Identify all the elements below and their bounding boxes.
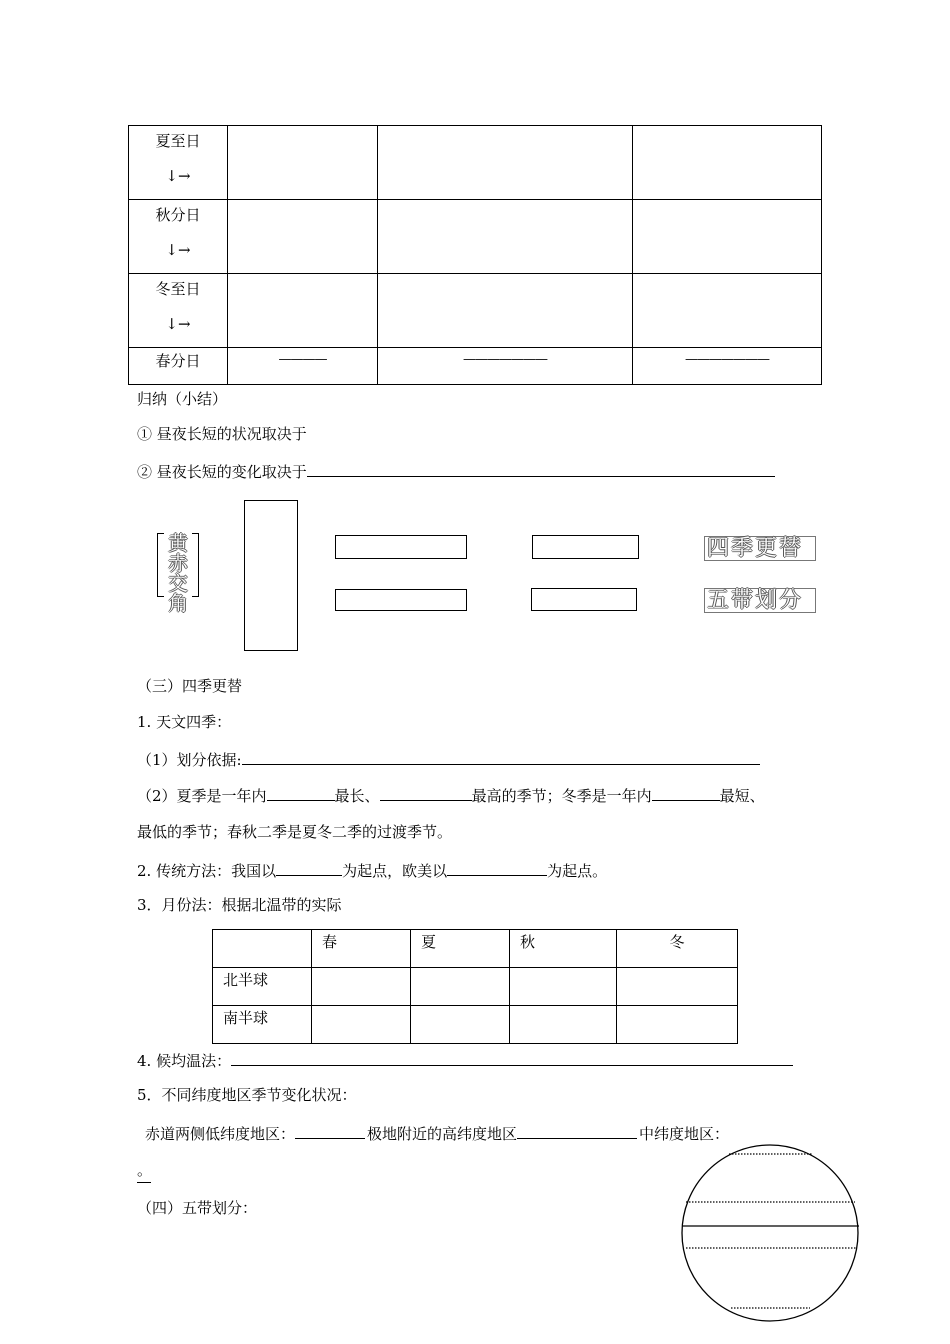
summary-blank-field[interactable] xyxy=(307,460,775,477)
text-fragment: 中纬度地区： xyxy=(639,1125,730,1143)
text-fragment: 极地附近的高纬度地区 xyxy=(367,1125,518,1143)
row-label: 秋分日 xyxy=(155,206,201,224)
globe-outline xyxy=(682,1145,858,1321)
period-mark: 。 xyxy=(137,1161,153,1179)
table-cell[interactable] xyxy=(312,968,411,1006)
table-cell[interactable] xyxy=(228,274,378,348)
arrow-icon: ↓→ xyxy=(165,167,191,185)
table-cell[interactable] xyxy=(411,968,510,1006)
diagram-left-label: 黄赤交角 xyxy=(168,531,188,615)
latitude-row xyxy=(145,1122,729,1144)
table-cell[interactable] xyxy=(633,200,822,274)
text-fragment: 最长、 xyxy=(334,787,380,805)
solar-term-table xyxy=(128,125,822,385)
header-cell: 冬 xyxy=(617,930,738,968)
blank-field[interactable] xyxy=(652,784,720,801)
month-method-heading: 3．月份法：根据北温带的实际 xyxy=(137,896,342,914)
table-cell[interactable] xyxy=(633,126,822,200)
table-cell[interactable] xyxy=(617,968,738,1006)
diagram-result-2: 五带划分 xyxy=(707,588,804,613)
row-label: 南半球 xyxy=(213,1006,312,1044)
period-row xyxy=(137,1160,152,1180)
dash-cell: ———— xyxy=(228,348,378,385)
header-cell xyxy=(213,930,312,968)
basis-blank-field[interactable] xyxy=(242,748,760,765)
text-fragment: 为起点。 xyxy=(547,862,608,880)
blank-field[interactable] xyxy=(295,1122,365,1139)
summer-winter-row-cont: 最低的季节；春秋二季是夏冬二季的过渡季节。 xyxy=(137,823,453,841)
table-cell[interactable] xyxy=(228,126,378,200)
diagram-blank-box[interactable] xyxy=(335,535,467,559)
dash-cell: ——————— xyxy=(378,348,633,385)
globe-diagram xyxy=(678,1142,864,1328)
blank-field[interactable] xyxy=(517,1122,637,1139)
summary-title: 归纳（小结） xyxy=(137,390,228,408)
diagram-right-bracket xyxy=(192,533,199,597)
blank-field[interactable] xyxy=(380,784,472,801)
table-cell[interactable] xyxy=(378,274,633,348)
header-cell: 春 xyxy=(312,930,411,968)
dash-cell: ——————— xyxy=(633,348,822,385)
table-cell[interactable] xyxy=(510,968,617,1006)
summer-winter-row xyxy=(137,784,765,806)
traditional-row xyxy=(137,859,607,881)
header-cell: 夏 xyxy=(411,930,510,968)
basis-row xyxy=(137,748,760,770)
row-label: 夏至日 xyxy=(155,132,201,150)
table-cell[interactable] xyxy=(312,1006,411,1044)
header-cell: 秋 xyxy=(510,930,617,968)
table-cell[interactable] xyxy=(411,1006,510,1044)
text-fragment: 赤道两侧低纬度地区： xyxy=(145,1125,296,1143)
arrow-icon: ↓→ xyxy=(165,315,191,333)
row-label-cell xyxy=(129,126,228,200)
diagram-result-1: 四季更替 xyxy=(707,536,804,561)
row-label-cell xyxy=(129,274,228,348)
heading-astronomical: 1. 天文四季： xyxy=(137,713,232,731)
blank-field[interactable] xyxy=(276,859,342,876)
blank-field[interactable] xyxy=(137,1182,151,1183)
summary-item-2: ② 昼夜长短的变化取决于 xyxy=(137,463,307,481)
table-cell[interactable] xyxy=(378,200,633,274)
table-cell[interactable] xyxy=(633,274,822,348)
diagram-blank-box[interactable] xyxy=(531,588,637,611)
pentad-row xyxy=(137,1049,793,1071)
latitude-heading: 5．不同纬度地区季节变化状况： xyxy=(137,1086,357,1104)
row-label: 北半球 xyxy=(213,968,312,1006)
blank-field[interactable] xyxy=(447,859,547,876)
text-fragment: 最高的季节；冬季是一年内 xyxy=(471,787,652,805)
table-cell[interactable] xyxy=(617,1006,738,1044)
row-label: 春分日 xyxy=(155,352,201,370)
row-label-cell xyxy=(129,348,228,385)
table-cell[interactable] xyxy=(228,200,378,274)
table-cell[interactable] xyxy=(510,1006,617,1044)
section-four-title: （四）五带划分： xyxy=(137,1199,258,1217)
summary-item-2-row xyxy=(137,460,775,482)
summary-item-1: ① 昼夜长短的状况取决于 xyxy=(137,425,307,443)
table-cell[interactable] xyxy=(378,126,633,200)
text-fragment: （2）夏季是一年内 xyxy=(137,787,267,805)
diagram-blank-box[interactable] xyxy=(335,589,467,611)
month-table xyxy=(212,929,738,1044)
arrow-icon: ↓→ xyxy=(165,241,191,259)
diagram-center-box[interactable] xyxy=(244,500,298,651)
pentad-blank-field[interactable] xyxy=(231,1049,793,1066)
diagram-blank-box[interactable] xyxy=(532,535,639,559)
text-fragment: 最短、 xyxy=(719,787,765,805)
blank-field[interactable] xyxy=(267,784,335,801)
section-three-title: （三）四季更替 xyxy=(137,677,243,695)
row-label-cell xyxy=(129,200,228,274)
text-fragment: 为起点，欧美以 xyxy=(342,862,448,880)
basis-label: （1）划分依据: xyxy=(137,751,242,769)
row-label: 冬至日 xyxy=(155,280,201,298)
pentad-label: 4. 候均温法： xyxy=(137,1052,232,1070)
text-fragment: 2. 传统方法：我国以 xyxy=(137,862,277,880)
diagram-left-bracket xyxy=(157,533,164,597)
